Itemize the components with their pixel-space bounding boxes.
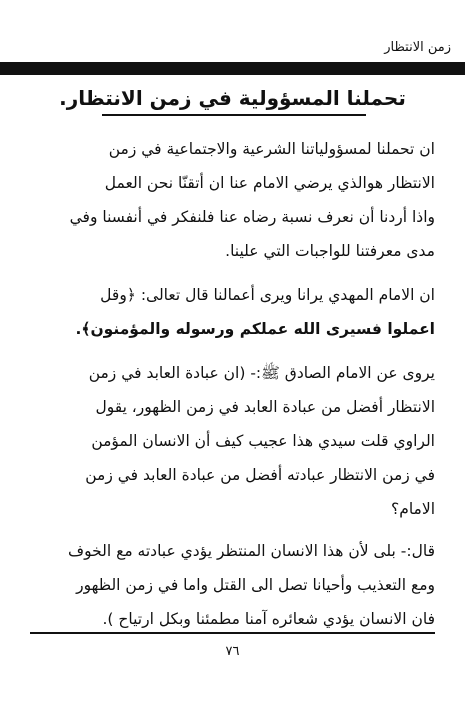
paragraph-line: واذا أردنا أن نعرف نسبة رضاه عنا فلنفكر في أنفسنا وفي — [69, 208, 435, 226]
quran-verse-line: اعملوا فسيرى الله عملكم ورسوله والمؤمنون﴾. — [75, 320, 435, 338]
paragraph-line: الامام؟ — [391, 500, 435, 518]
paragraph-line: يروى عن الامام الصادق ﷺ:- (ان عبادة العابد في زمن — [88, 364, 435, 382]
title-underline — [102, 114, 366, 116]
paragraph-line: قال:- بلى لأن هذا الانسان المنتظر يؤدي عبادته مع الخوف — [68, 542, 435, 560]
paragraph-line: الراوي قلت سيدي هذا عجيب كيف أن الانسان المؤمن — [91, 432, 435, 450]
page-title: تحملنا المسؤولية في زمن الانتظار. — [59, 86, 406, 110]
paragraph-narration — [15, 356, 435, 526]
running-header-title: زمن الانتظار — [384, 40, 451, 55]
footer-rule — [30, 632, 435, 634]
paragraph-line: الانتظار هوالذي يرضي الامام عنا ان أتقنّا نحن العمل — [104, 174, 435, 192]
page-number: ٧٦ — [225, 644, 240, 659]
paragraph-line: الانتظار أفضل من عبادة العابد في زمن الظهور، يقول — [95, 398, 435, 416]
paragraph-line: ان تحملنا لمسؤولياتنا الشرعية والاجتماعية في زمن — [108, 140, 435, 158]
paragraph-quran-verse — [15, 278, 435, 346]
paragraph-responsibilities — [15, 132, 435, 268]
paragraph-line: ان الامام المهدي يرانا ويرى أعمالنا قال تعالى: ﴿وقل — [100, 286, 435, 304]
paragraph-line: ومع التعذيب وأحيانا تصل الى القتل واما في زمن الظهور — [76, 576, 435, 594]
paragraph-line: فان الانسان يؤدي شعائره آمنا مطمئنا وبكل ارتياح ). — [102, 610, 435, 628]
paragraph-line: مدى معرفتنا للواجبات التي علينا. — [225, 242, 435, 260]
paragraph-line: في زمن الانتظار عبادته أفضل من عبادة العابد في زمن — [85, 466, 435, 484]
header-rule — [0, 62, 465, 75]
paragraph-reply — [15, 534, 435, 636]
